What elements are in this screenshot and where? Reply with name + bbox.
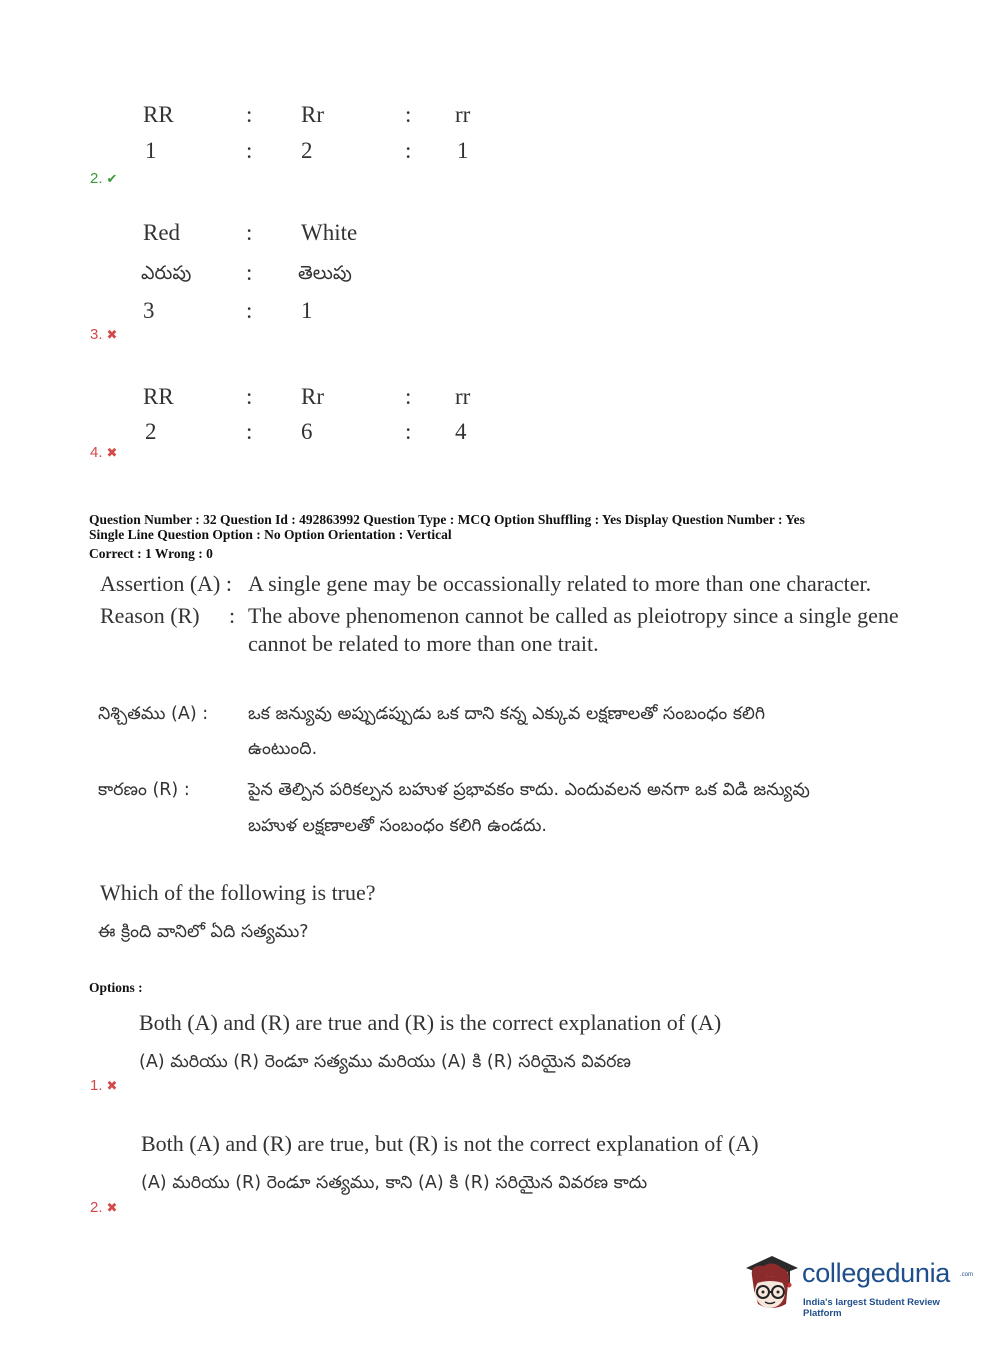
option-4-gene-rr-hetero-label: Rr	[301, 384, 324, 409]
option-2-gene-rr-hetero-label: Rr	[301, 102, 324, 127]
ratio-colon: :	[405, 384, 412, 409]
reason-colon: :	[229, 603, 236, 628]
cross-icon: ✖	[106, 445, 118, 460]
option-3-white-telugu: తెలుపు	[298, 262, 352, 284]
option-2-ratio-value: 1	[145, 138, 157, 163]
option-2-ratio-value: 2	[301, 138, 313, 163]
telugu-reason-line-2: బహుళ లక్షణాలతో సంబంధం కలిగి ఉండదు.	[248, 816, 547, 836]
mascot-icon	[742, 1250, 802, 1316]
ratio-colon: :	[405, 102, 412, 127]
option-3-white-label: White	[301, 220, 358, 245]
question-meta-line-1: Question Number : 32 Question Id : 492863992 Question Type : MCQ Option Shuffling : Yes Display Question Number : Yes	[89, 512, 805, 527]
ratio-colon: :	[246, 384, 253, 409]
option-1-text-english: Both (A) and (R) are true and (R) is the correct explanation of (A)	[139, 1010, 722, 1035]
option-3-red-telugu: ఎరుపు	[141, 262, 192, 284]
option-4-gene-recessive-label: rr	[455, 384, 471, 409]
assertion-text: A single gene may be occassionally related to more than one character.	[248, 571, 872, 596]
option-3-ratio-value: 3	[143, 298, 155, 323]
question-prompt-telugu: ఈ క్రింది వానిలో ఏది సత్యము?	[98, 922, 309, 942]
telugu-reason-label: కారణం (R) :	[98, 780, 190, 800]
ratio-colon: :	[246, 419, 253, 444]
option-4-ratio-value: 2	[145, 419, 157, 444]
option-4-gene-rr-label: RR	[143, 384, 174, 409]
check-icon: ✔	[106, 171, 118, 186]
option-2-gene-rr-label: RR	[143, 102, 174, 127]
options-label: Options :	[89, 980, 143, 995]
assertion-label: Assertion (A) :	[100, 571, 232, 596]
logo-brand-text: collegedunia	[802, 1258, 951, 1288]
cross-icon: ✖	[106, 327, 118, 342]
logo-tagline: India's largest Student Review Platform	[803, 1297, 940, 1319]
telugu-reason-line-1: పైన తెల్పిన పరికల్పన బహుళ ప్రభావకం కాదు. ఎందువలన అనగా ఒక విడి జన్యువు	[248, 780, 810, 800]
question-meta-line-3: Correct : 1 Wrong : 0	[89, 546, 213, 561]
telugu-assertion-line-2: ఉంటుంది.	[248, 739, 318, 759]
ratio-colon: :	[246, 220, 253, 245]
ratio-colon: :	[405, 419, 412, 444]
option-1-text-telugu: (A) మరియు (R) రెండూ సత్యము మరియు (A) కి (R) సరియైన వివరణ	[139, 1052, 632, 1072]
cross-icon: ✖	[106, 1078, 118, 1093]
ratio-colon: :	[246, 298, 253, 323]
logo-com-text: .com	[960, 1272, 974, 1278]
option-number-2b: 2. ✖	[90, 1199, 118, 1216]
option-4-ratio-value: 4	[455, 419, 467, 444]
ratio-colon: :	[246, 138, 253, 163]
question-prompt-english: Which of the following is true?	[100, 880, 376, 905]
cross-icon: ✖	[106, 1200, 118, 1215]
option-4-ratio-value: 6	[301, 419, 313, 444]
ratio-colon: :	[246, 260, 253, 285]
reason-text-line-1: The above phenomenon cannot be called as pleiotropy since a single gene	[248, 603, 899, 628]
reason-label: Reason (R)	[100, 603, 200, 628]
option-number-3: 3. ✖	[90, 326, 118, 343]
option-2-text-telugu: (A) మరియు (R) రెండూ సత్యము, కాని (A) కి (R) సరియైన వివరణ కాదు	[141, 1173, 648, 1193]
option-2-gene-recessive-label: rr	[455, 102, 471, 127]
option-3-red-label: Red	[143, 220, 181, 245]
ratio-colon: :	[246, 102, 253, 127]
collegedunia-logo	[742, 1250, 972, 1320]
ratio-colon: :	[405, 138, 412, 163]
reason-text-line-2: cannot be related to more than one trait.	[248, 631, 599, 656]
option-number-2: 2. ✔	[90, 170, 118, 187]
option-2-ratio-value: 1	[457, 138, 469, 163]
option-number-4: 4. ✖	[90, 444, 118, 461]
telugu-assertion-label: నిశ్చితము (A) :	[98, 704, 209, 724]
option-number-1: 1. ✖	[90, 1077, 118, 1094]
telugu-assertion-line-1: ఒక జన్యువు అప్పుడప్పుడు ఒక దాని కన్న ఎక్కువ లక్షణాలతో సంబంధం కలిగి	[248, 704, 766, 724]
option-3-ratio-value: 1	[301, 298, 313, 323]
question-meta-line-2: Single Line Question Option : No Option Orientation : Vertical	[89, 527, 452, 542]
option-2-text-english: Both (A) and (R) are true, but (R) is not the correct explanation of (A)	[141, 1131, 759, 1156]
